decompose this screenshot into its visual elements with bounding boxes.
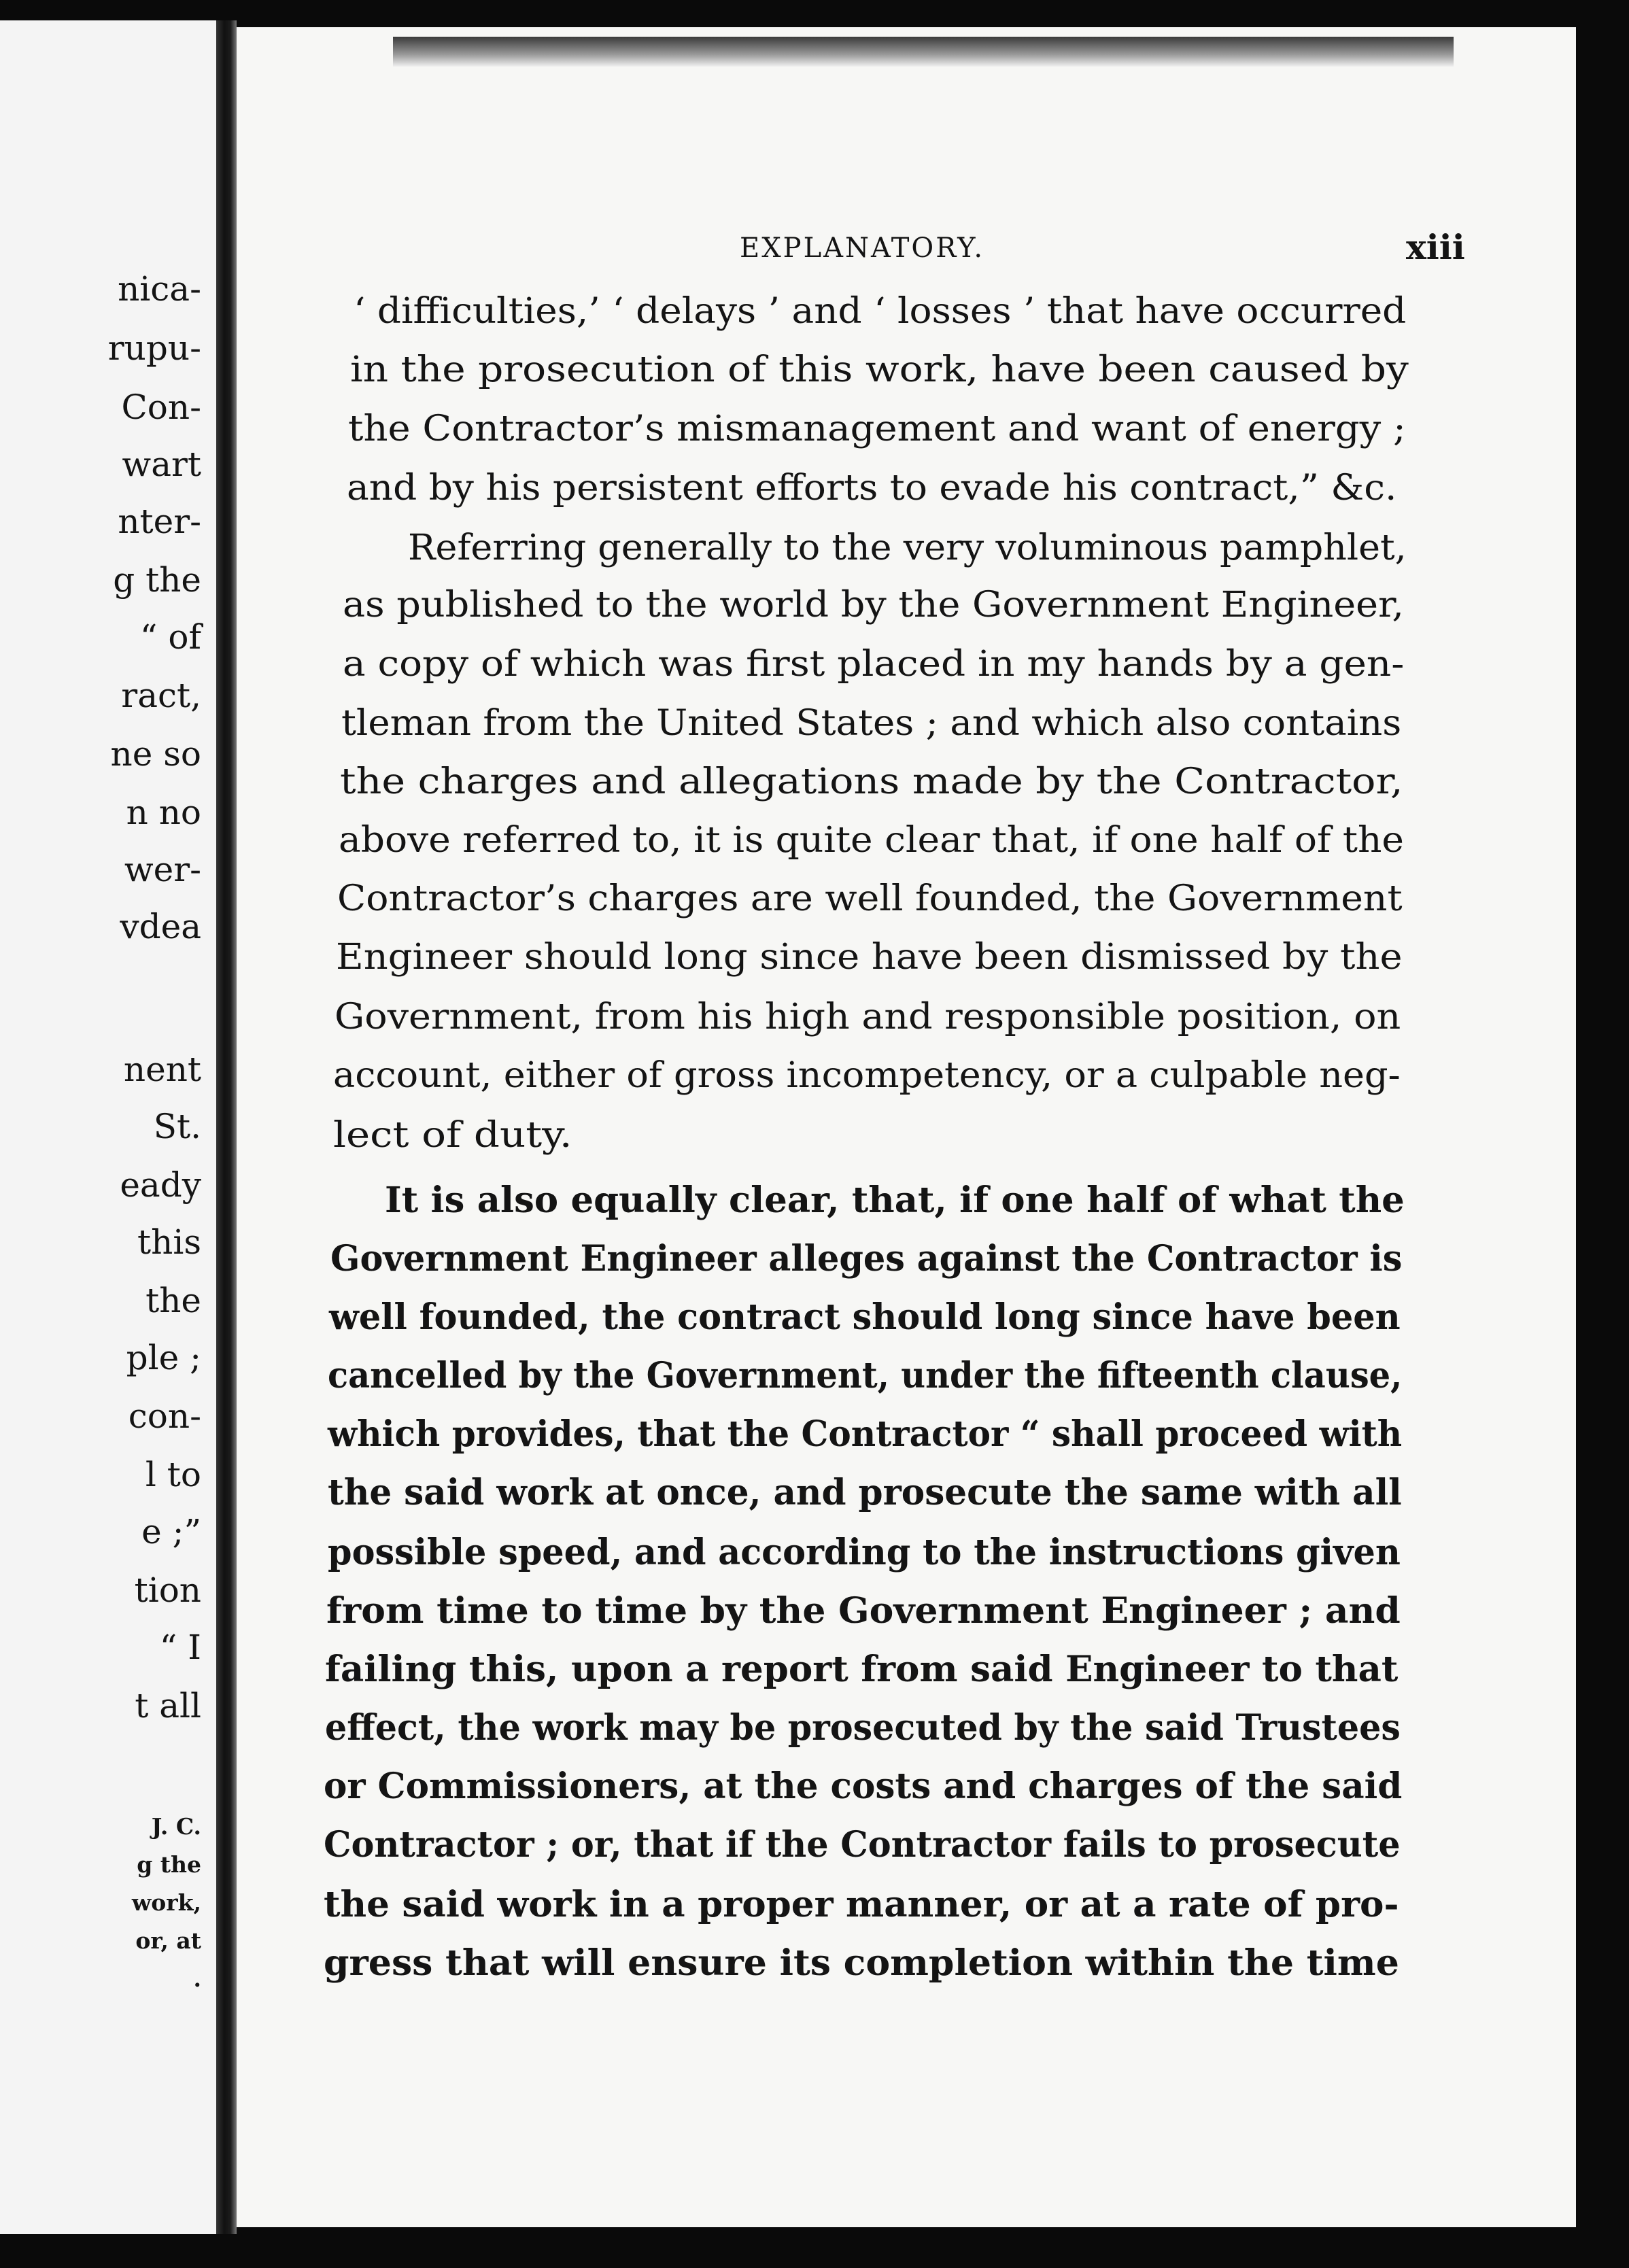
left-page-line: l to [145, 1455, 201, 1494]
body-line: Contractor’s charges are well founded, the Government [337, 878, 1403, 919]
body-line: the charges and allegations made by the Contractor, [340, 761, 1403, 802]
left-page-line: g the [113, 560, 201, 600]
body-line: above referred to, it is quite clear that, if one half of the [339, 820, 1404, 861]
body-line: a copy of which was first placed in my hands by a gen- [343, 644, 1405, 685]
left-page-line: nica- [118, 269, 201, 309]
left-page-line: nter- [118, 502, 201, 541]
left-page-line: the [145, 1281, 201, 1320]
body-line: which provides, that the Contractor “ shall proceed with [328, 1413, 1403, 1455]
body-line: the Contractor’s mismanagement and want of energy ; [348, 409, 1406, 449]
left-page-line: ract, [121, 676, 201, 715]
body-line: lect of duty. [333, 1115, 572, 1156]
body-line: well founded, the contract should long since have been [329, 1296, 1401, 1338]
left-page-line: St. [153, 1107, 201, 1146]
book-gutter [216, 20, 237, 2234]
body-line: or Commissioners, at the costs and charges of the said [324, 1766, 1403, 1807]
body-line: the said work in a proper manner, or at a rate of pro- [324, 1884, 1399, 1925]
left-page-note-line: J. C. [151, 1813, 201, 1840]
right-page [237, 27, 1576, 2227]
left-page-line: e ;” [141, 1512, 201, 1551]
left-page-line: nent [123, 1050, 201, 1089]
body-line: cancelled by the Government, under the fifteenth clause, [328, 1355, 1403, 1396]
left-page-line: “ I [159, 1628, 201, 1667]
left-page-line: ne so [110, 734, 201, 774]
body-line: from time to time by the Government Engineer ; and [326, 1590, 1401, 1632]
left-facing-page [0, 20, 216, 2234]
left-page-note-line: or, at [135, 1927, 201, 1954]
page-top-edge-shadow [393, 37, 1454, 67]
body-line: Government, from his high and responsible position, on [335, 997, 1401, 1037]
left-page-line: vdea [120, 907, 201, 946]
body-line: failing this, upon a report from said Engineer to that [325, 1649, 1399, 1690]
body-line: ‘ difficulties,’ ‘ delays ’ and ‘ losses ’ that have occurred [354, 291, 1407, 332]
left-page-line: “ of [139, 617, 201, 657]
body-line: possible speed, and according to the instructions given [328, 1532, 1401, 1573]
left-page-note-line: . [193, 1965, 201, 1992]
left-page-line: wart [122, 445, 201, 484]
left-page-line: rupu- [107, 328, 201, 368]
body-line: in the prosecution of this work, have been caused by [350, 349, 1409, 390]
left-page-line: wer- [124, 850, 201, 889]
body-line: gress that will ensure its completion within the time [324, 1942, 1399, 1984]
left-page-line: con- [128, 1396, 201, 1436]
body-line: Contractor ; or, that if the Contractor fails to prosecute [324, 1824, 1401, 1866]
page-number: xiii [1406, 227, 1465, 267]
left-page-line: tion [134, 1570, 201, 1610]
left-page-line: ple ; [126, 1338, 201, 1377]
left-page-line: eady [120, 1165, 201, 1205]
body-line: effect, the work may be prosecuted by the said Trustees [325, 1707, 1401, 1749]
body-line: and by his persistent efforts to evade his contract,” &c. [347, 468, 1397, 509]
body-line: Engineer should long since have been dismissed by the [336, 937, 1403, 978]
running-head: EXPLANATORY. [740, 233, 985, 264]
left-page-note-line: g the [137, 1851, 201, 1878]
left-page-line: n no [126, 793, 201, 832]
left-page-line: Con- [121, 388, 201, 427]
body-line: account, either of gross incompetency, or a culpable neg- [333, 1055, 1401, 1096]
left-page-note-line: work, [131, 1889, 201, 1916]
left-page-line: this [137, 1222, 201, 1262]
body-line: Government Engineer alleges against the Contractor is [330, 1238, 1403, 1279]
body-line: Referring generally to the very voluminous pamphlet, [408, 528, 1407, 568]
body-line: as published to the world by the Government Engineer, [343, 585, 1405, 625]
body-line: tleman from the United States ; and which also contains [341, 703, 1402, 744]
left-page-line: t all [135, 1686, 201, 1725]
body-line: the said work at once, and prosecute the same with all [328, 1472, 1402, 1513]
body-line: It is also equally clear, that, if one half of what the [385, 1180, 1405, 1221]
